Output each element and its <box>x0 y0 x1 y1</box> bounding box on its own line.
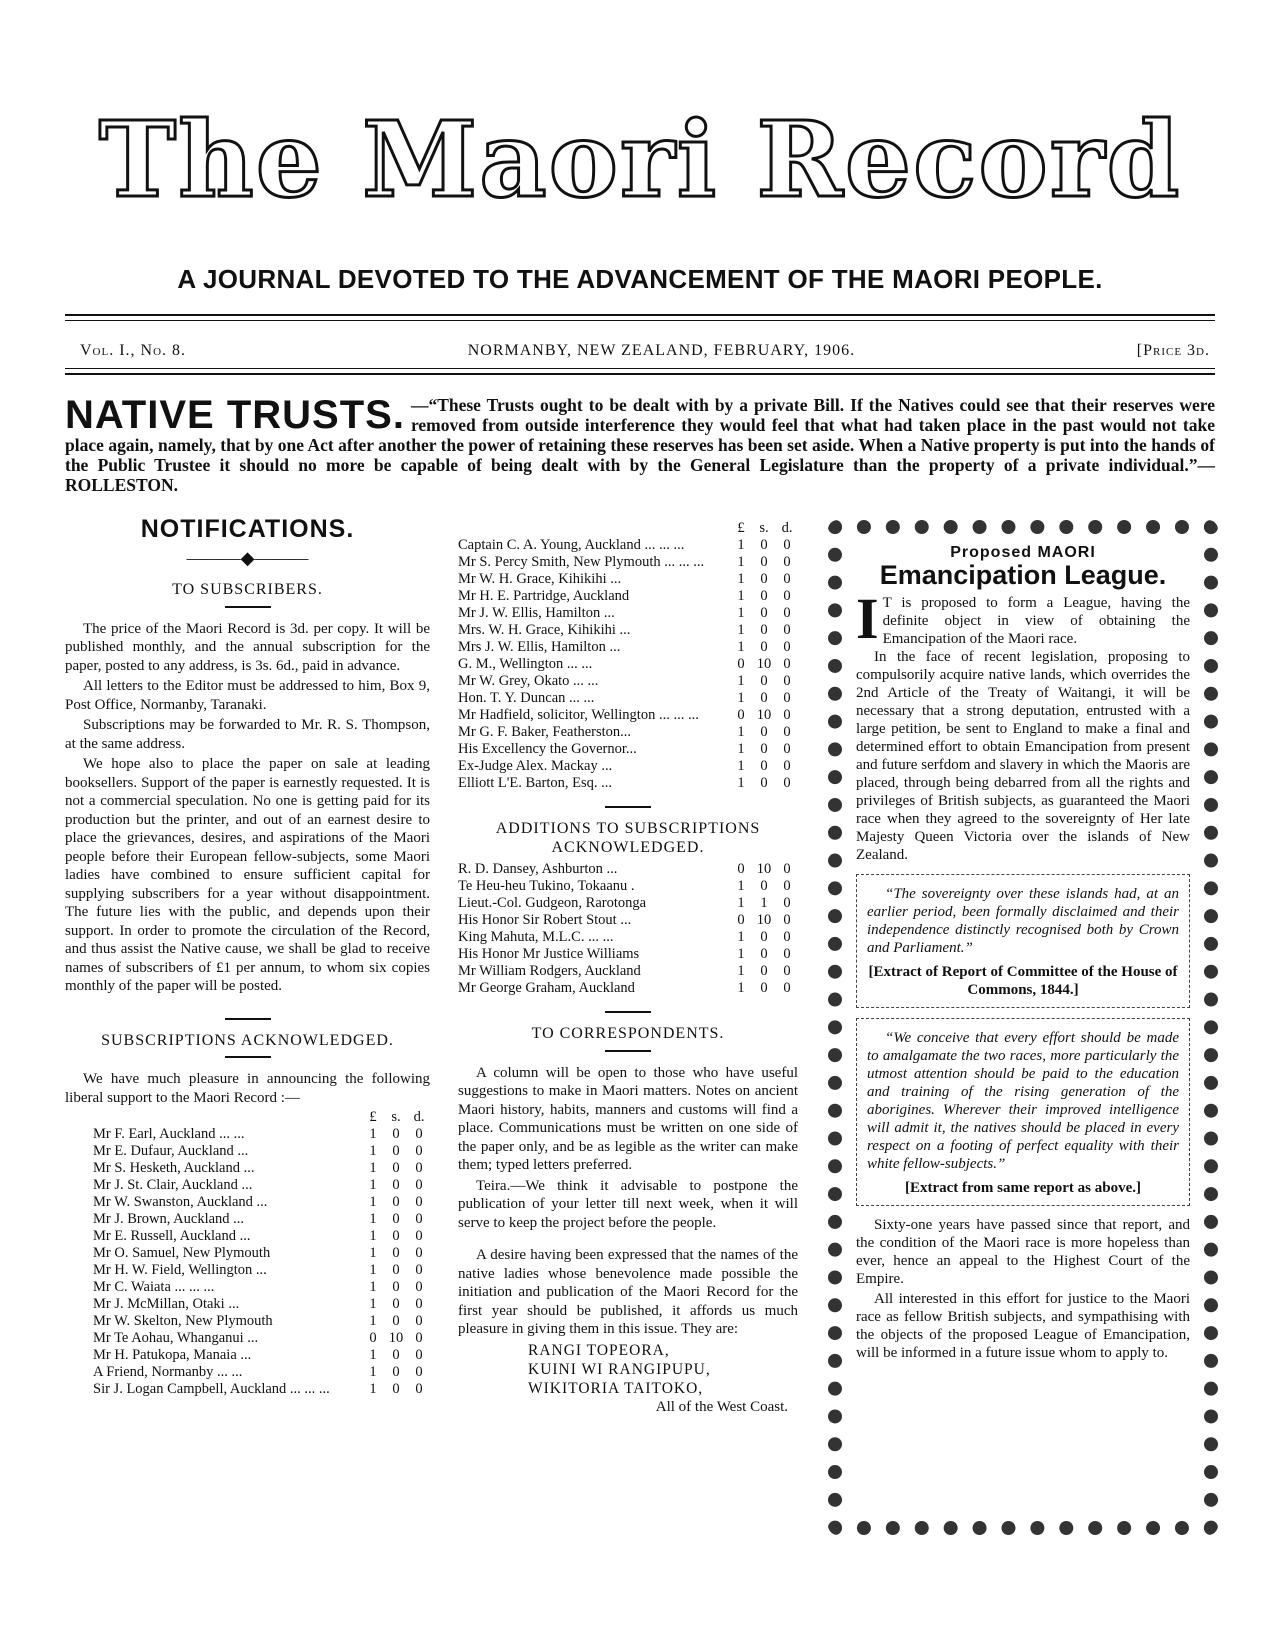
table-row <box>65 1245 430 1262</box>
table-row <box>65 1228 430 1245</box>
amount: 0 <box>415 1330 423 1346</box>
amount: 1 <box>737 946 745 962</box>
amount: 0 <box>783 622 791 638</box>
amount: 0 <box>783 639 791 655</box>
amount: 1 <box>737 929 745 945</box>
amount: 1 <box>369 1177 377 1193</box>
subscriber-name: Mr J. Brown, Auckland ... <box>93 1211 245 1227</box>
amount: 1 <box>737 878 745 894</box>
table-row <box>458 878 798 895</box>
subscriber-name: Mr C. Waiata ... ... ... <box>93 1279 215 1295</box>
name: RANGI TOPEORA, <box>528 1341 670 1359</box>
table-row <box>65 1330 430 1347</box>
amount: 1 <box>760 895 768 911</box>
emancipation-league-box <box>828 520 1218 1535</box>
amount: 0 <box>783 861 791 877</box>
amount: 0 <box>783 963 791 979</box>
amount: 1 <box>737 758 745 774</box>
divider <box>605 1011 651 1013</box>
table-row <box>65 1211 430 1228</box>
subscriber-name: Mr Hadfield, solicitor, Wellington ... ... ... <box>458 707 699 723</box>
table-row <box>65 1126 430 1143</box>
league-kicker: Proposed MAORI <box>950 544 1096 561</box>
amount: 1 <box>369 1364 377 1380</box>
amount: 1 <box>369 1126 377 1142</box>
subscriber-name: Mr S. Percy Smith, New Plymouth ... ... ... <box>458 554 705 570</box>
signoff: All of the West Coast. <box>655 1398 788 1415</box>
native-trusts-article <box>65 395 1215 495</box>
amount: 0 <box>415 1228 423 1244</box>
subscriber-name: Elliott L'E. Barton, Esq. ... <box>458 775 613 791</box>
correspondents-heading: TO CORRESPONDENTS. <box>531 1025 725 1042</box>
subscriber-name: Ex-Judge Alex. Mackay ... <box>458 758 613 774</box>
amount: 0 <box>783 656 791 672</box>
amount: 0 <box>760 537 768 553</box>
dateline <box>80 342 1210 360</box>
table-row <box>458 588 798 605</box>
amount: 0 <box>783 980 791 996</box>
amount: 0 <box>783 690 791 706</box>
column-2 <box>458 520 798 1416</box>
table-row <box>65 1160 430 1177</box>
amount: 0 <box>415 1313 423 1329</box>
amount: 1 <box>369 1160 377 1176</box>
subscriber-name: Mr O. Samuel, New Plymouth <box>93 1245 271 1261</box>
table-row <box>458 741 798 758</box>
amount: 1 <box>737 895 745 911</box>
amount: 1 <box>737 724 745 740</box>
table-row <box>458 537 798 554</box>
table-row <box>458 980 798 997</box>
amount: 1 <box>737 673 745 689</box>
amount: 0 <box>415 1347 423 1363</box>
col-header: £ <box>737 520 745 536</box>
amount: 0 <box>760 588 768 604</box>
table-row <box>458 673 798 690</box>
amount: 0 <box>783 946 791 962</box>
amount: 0 <box>783 605 791 621</box>
amount: 1 <box>737 537 745 553</box>
paragraph: T is proposed to form a League, having the definite object in view of obtaining the Emancipation of the Maori race. <box>882 595 1190 647</box>
amount: 0 <box>737 861 745 877</box>
amount: 0 <box>783 554 791 570</box>
amount: 0 <box>760 741 768 757</box>
volume-number: Vol. I., No. 8. <box>80 342 187 359</box>
amount: 1 <box>369 1211 377 1227</box>
additions-heading: ADDITIONS TO SUBSCRIPTIONS ACKNOWLEDGED. <box>495 820 761 856</box>
amount: 0 <box>737 912 745 928</box>
table-row <box>458 895 798 912</box>
amount: 1 <box>737 588 745 604</box>
table-row <box>65 1347 430 1364</box>
subscriber-name: Mrs. W. H. Grace, Kihikihi ... <box>458 622 631 638</box>
subscriber-name: Mr J. St. Clair, Auckland ... <box>93 1177 253 1193</box>
table-row <box>65 1262 430 1279</box>
amount: 0 <box>392 1126 400 1142</box>
amount: 1 <box>737 980 745 996</box>
amount: 0 <box>783 724 791 740</box>
amount: 0 <box>783 673 791 689</box>
amount: 1 <box>737 571 745 587</box>
amount: 0 <box>760 673 768 689</box>
table-row <box>65 1364 430 1381</box>
paragraph: A desire having been expressed that the names of the native ladies whose benevolence made possible the initiation and publication of the Maori Record for the first year should be published, it affords us much pleasure in giving them in this issue. They are: <box>458 1247 798 1337</box>
table-row <box>458 656 798 673</box>
amount: 0 <box>783 912 791 928</box>
amount: 0 <box>783 741 791 757</box>
subscriptions-heading: SUBSCRIPTIONS ACKNOWLEDGED. <box>101 1031 394 1049</box>
table-row <box>458 758 798 775</box>
amount: 0 <box>392 1228 400 1244</box>
table-row <box>65 1296 430 1313</box>
amount: 0 <box>392 1296 400 1312</box>
amount: 0 <box>760 929 768 945</box>
subscriber-name: Mrs J. W. Ellis, Hamilton ... <box>458 639 621 655</box>
amount: 0 <box>415 1194 423 1210</box>
subscriber-name: R. D. Dansey, Ashburton ... <box>458 861 618 877</box>
subscriber-name: Mr J. W. Ellis, Hamilton ... <box>458 605 615 621</box>
subscriber-name: Mr H. Patukopa, Manaia ... <box>93 1347 252 1363</box>
amount: 1 <box>369 1228 377 1244</box>
amount: 1 <box>737 690 745 706</box>
subscriptions-table <box>65 1109 430 1398</box>
amount: 0 <box>415 1279 423 1295</box>
amount: 1 <box>369 1279 377 1295</box>
divider <box>65 373 1215 375</box>
subscriber-name: Mr W. H. Grace, Kihikihi ... <box>458 571 622 587</box>
amount: 0 <box>783 895 791 911</box>
amount: 10 <box>388 1330 404 1346</box>
amount: 0 <box>415 1296 423 1312</box>
amount: 0 <box>415 1143 423 1159</box>
amount: 0 <box>760 946 768 962</box>
divider <box>225 1056 271 1058</box>
subscriber-name: His Excellency the Governor... <box>458 741 637 757</box>
table-row <box>458 912 798 929</box>
amount: 1 <box>369 1143 377 1159</box>
subscriber-name: Mr J. McMillan, Otaki ... <box>93 1296 240 1312</box>
subscriber-name: Hon. T. Y. Duncan ... ... <box>458 690 595 706</box>
amount: 0 <box>392 1347 400 1363</box>
amount: 0 <box>760 571 768 587</box>
subscriber-name: Sir J. Logan Campbell, Auckland ... ... ... <box>93 1381 330 1397</box>
amount: 0 <box>783 878 791 894</box>
amount: 0 <box>783 707 791 723</box>
amount: 1 <box>737 741 745 757</box>
paragraph: A column will be open to those who have useful suggestions to make in Maori matters. Notes on ancient Maori history, habits, manners and customs will find a place. Communications must be written on one side of the paper only, and be as legible as the writer can make them; typed letters preferred. <box>458 1064 798 1173</box>
native-trusts-heading: NATIVE TRUSTS. <box>65 393 405 437</box>
table-row <box>65 1313 430 1330</box>
subscriber-name: His Honor Mr Justice Williams <box>458 946 640 962</box>
subscribers-heading: TO SUBSCRIBERS. <box>172 581 323 598</box>
subscriptions-table-continued <box>458 520 798 792</box>
col-header: s. <box>391 1109 401 1125</box>
paragraph: All interested in this effort for justice to the Maori race as fellow British subjects, and sympathising with the objects of the proposed League of Emancipation, will be informed in a future issue whom to apply to. <box>856 1291 1190 1361</box>
name: WIKITORIA TAITOKO, <box>528 1379 704 1397</box>
quote-source: [Extract from same report as above.] <box>904 1180 1142 1196</box>
amount: 1 <box>369 1194 377 1210</box>
amount: 0 <box>415 1364 423 1380</box>
ornament-divider: ———◆——— <box>186 547 309 568</box>
table-row <box>65 1143 430 1160</box>
subscriber-name: G. M., Wellington ... ... <box>458 656 593 672</box>
subscriber-name: A Friend, Normanby ... ... <box>93 1364 243 1380</box>
amount: 10 <box>756 912 772 928</box>
subscriber-name: Mr E. Russell, Auckland ... <box>93 1228 251 1244</box>
masthead-subtitle: A JOURNAL DEVOTED TO THE ADVANCEMENT OF THE MAORI PEOPLE. <box>177 264 1103 294</box>
subscriber-name: Lieut.-Col. Gudgeon, Rarotonga <box>458 895 647 911</box>
subscriber-name: Mr H. W. Field, Wellington ... <box>93 1262 267 1278</box>
amount: 0 <box>392 1245 400 1261</box>
quote-box <box>856 874 1190 1008</box>
amount: 1 <box>737 639 745 655</box>
amount: 0 <box>760 622 768 638</box>
table-row <box>65 1177 430 1194</box>
col-header: d. <box>413 1109 425 1125</box>
amount: 1 <box>737 775 745 791</box>
amount: 1 <box>737 605 745 621</box>
amount: 0 <box>415 1245 423 1261</box>
amount: 10 <box>756 707 772 723</box>
amount: 0 <box>392 1160 400 1176</box>
quote-source: [Extract of Report of Committee of the House of Commons, 1844.] <box>868 964 1178 998</box>
table-row <box>458 571 798 588</box>
amount: 1 <box>737 622 745 638</box>
amount: 0 <box>760 758 768 774</box>
subscriber-name: Mr E. Dufaur, Auckland ... <box>93 1143 249 1159</box>
paragraph: Sixty-one years have passed since that report, and the condition of the Maori race is more hopeless than ever, hence an appeal to the Highest Court of the Empire. <box>856 1217 1190 1287</box>
amount: 0 <box>415 1381 423 1397</box>
amount: 0 <box>760 775 768 791</box>
column-1 <box>65 515 430 1398</box>
amount: 1 <box>369 1262 377 1278</box>
amount: 1 <box>369 1347 377 1363</box>
native-trusts-text: —“These Trusts ought to be dealt with by a private Bill. If the Natives could see that their reserves were removed from outside interference they would feel that what had taken place in the past would not take place again, namely, that by one Act after another the power of retaining these reserves has been set aside. When a Native property is put into the hands of the Public Trustee it should no more be capable of being dealt with by the General Legislature than the property of a private individual.”—ROLLESTON. <box>65 395 1215 495</box>
paragraph: The price of the Maori Record is 3d. per copy. It will be published monthly, and the annual subscription for the paper, posted to any address, is 3s. 6d., paid in advance. <box>65 620 430 674</box>
amount: 0 <box>760 639 768 655</box>
amount: 0 <box>392 1143 400 1159</box>
amount: 0 <box>415 1211 423 1227</box>
divider <box>225 1018 271 1020</box>
subscriber-name: His Honor Sir Robert Stout ... <box>458 912 632 928</box>
amount: 0 <box>783 758 791 774</box>
divider <box>605 1050 651 1052</box>
amount: 0 <box>760 724 768 740</box>
amount: 0 <box>783 571 791 587</box>
amount: 0 <box>392 1313 400 1329</box>
amount: 0 <box>783 588 791 604</box>
table-row <box>458 946 798 963</box>
amount: 0 <box>760 980 768 996</box>
amount: 1 <box>737 554 745 570</box>
divider <box>65 368 1215 369</box>
amount: 10 <box>756 861 772 877</box>
paragraph: In the face of recent legislation, proposing to compulsorily acquire native lands, which overrides the 2nd Article of the Treaty of Waitangi, it will be necessary that a strong deputation, entrusted with a large petition, be sent to England to make a final and determined effort to obtain Emancipation from present and future serfdom and slavery in which the Maoris are placed, through being debarred from all the rights and privileges of British subjects, as guaranteed the Maori race when they agreed to the sovereignty of Her late Majesty Queen Victoria over the islands of New Zealand. <box>856 649 1190 863</box>
amount: 1 <box>369 1381 377 1397</box>
amount: 0 <box>415 1126 423 1142</box>
amount: 0 <box>737 656 745 672</box>
place-date: NORMANBY, NEW ZEALAND, FEBRUARY, 1906. <box>467 342 856 359</box>
subscriber-name: Mr William Rodgers, Auckland <box>458 963 641 979</box>
amount: 0 <box>392 1262 400 1278</box>
paragraph: Teira.—We think it advisable to postpone the publication of your letter till next week, when it will serve to keep the project before the people. <box>458 1177 798 1231</box>
subscriber-name: King Mahuta, M.L.C. ... ... <box>458 929 614 945</box>
table-row <box>65 1194 430 1211</box>
amount: 0 <box>392 1177 400 1193</box>
amount: 0 <box>760 878 768 894</box>
subscriber-name: Mr H. E. Partridge, Auckland <box>458 588 630 604</box>
quote-box <box>856 1018 1190 1206</box>
amount: 1 <box>369 1245 377 1261</box>
amount: 0 <box>415 1160 423 1176</box>
subscriber-name: Captain C. A. Young, Auckland ... ... ... <box>458 537 685 553</box>
name: KUINI WI RANGIPUPU, <box>528 1360 711 1378</box>
ladies-names <box>458 1341 798 1398</box>
amount: 0 <box>760 963 768 979</box>
price: [Price 3d. <box>1136 342 1210 359</box>
paragraph: Subscriptions may be forwarded to Mr. R. S. Thompson, at the same address. <box>65 717 430 752</box>
drop-cap: I <box>856 586 879 651</box>
amount: 0 <box>783 537 791 553</box>
table-row <box>458 929 798 946</box>
paragraph: All letters to the Editor must be addressed to him, Box 9, Post Office, Normanby, Taranaki. <box>65 678 430 713</box>
subscriber-name: Mr S. Hesketh, Auckland ... <box>93 1160 255 1176</box>
subscriber-name: Mr W. Skelton, New Plymouth <box>93 1313 273 1329</box>
amount: 1 <box>369 1296 377 1312</box>
table-row <box>65 1381 430 1398</box>
amount: 0 <box>369 1330 377 1346</box>
amount: 0 <box>783 929 791 945</box>
notifications-heading: NOTIFICATIONS. <box>140 515 355 543</box>
subscriber-name: Mr G. F. Baker, Featherston... <box>458 724 632 740</box>
table-row <box>458 861 798 878</box>
amount: 0 <box>737 707 745 723</box>
table-row <box>458 707 798 724</box>
amount: 0 <box>760 554 768 570</box>
table-row <box>458 690 798 707</box>
amount: 1 <box>369 1313 377 1329</box>
subscriber-name: Mr George Graham, Auckland <box>458 980 635 996</box>
amount: 0 <box>783 775 791 791</box>
subscriber-name: Mr W. Swanston, Auckland ... <box>93 1194 268 1210</box>
masthead-title: The Maori Record <box>98 98 1182 221</box>
paragraph: We hope also to place the paper on sale at leading booksellers. Support of the paper is earnestly requested. It is not a commercial speculation. No one is getting paid for its production but the printer, and out of an earnest desire to place the grievances, desires, and aspirations of the Maori people before their European fellow-subjects, some Maori ladies have combined to ensure sufficient capital for supplying subscribers for a year without disappointment. The future lies with the public, and depends upon their support. In order to promote the circulation of the Record, and thus assist the Native cause, we shall be glad to receive names of subscribers of £1 per annum, to whom six copies monthly of the paper will be posted. <box>65 756 430 994</box>
quote-text: “We conceive that every effort should be made to amalgamate the two races, more particularly the utmost attention should be paid to the education and training of the rising generation of the aborigines. Wherever their improved intelligence will admit it, the natives should be placed in every respect on a footing of perfect equality with their white fellow-subjects.” <box>867 1030 1179 1172</box>
amount: 0 <box>760 690 768 706</box>
table-row <box>65 1279 430 1296</box>
divider <box>605 806 651 808</box>
table-row <box>458 554 798 571</box>
table-row <box>458 639 798 656</box>
quote-text: “The sovereignty over these islands had, at an earlier period, been formally disclaimed and their independence distinctly recognised both by Crown and Parliament.” <box>867 886 1179 956</box>
subscriber-name: Mr W. Grey, Okato ... ... <box>458 673 599 689</box>
amount: 0 <box>392 1211 400 1227</box>
divider <box>65 320 1215 321</box>
col-header: £ <box>369 1109 377 1125</box>
subscriber-name: Mr Te Aohau, Whanganui ... <box>93 1330 259 1346</box>
table-row <box>458 775 798 792</box>
amount: 0 <box>392 1194 400 1210</box>
amount: 0 <box>760 605 768 621</box>
amount: 10 <box>756 656 772 672</box>
amount: 1 <box>737 963 745 979</box>
subscriber-name: Te Heu-heu Tukino, Tokaanu . <box>458 878 635 894</box>
divider <box>225 606 271 608</box>
amount: 0 <box>415 1177 423 1193</box>
league-title: Emancipation League. <box>879 560 1167 590</box>
table-row <box>458 622 798 639</box>
col-header: d. <box>781 520 793 536</box>
table-row <box>458 724 798 741</box>
amount: 0 <box>392 1279 400 1295</box>
table-row <box>458 605 798 622</box>
amount: 0 <box>415 1262 423 1278</box>
amount: 0 <box>392 1381 400 1397</box>
divider <box>65 314 1215 316</box>
subscriptions-intro: We have much pleasure in announcing the following liberal support to the Maori Record :— <box>65 1071 430 1106</box>
col-header: s. <box>759 520 769 536</box>
table-row <box>458 963 798 980</box>
subscriber-name: Mr F. Earl, Auckland ... ... <box>93 1126 245 1142</box>
amount: 0 <box>392 1364 400 1380</box>
additions-table <box>458 861 798 997</box>
